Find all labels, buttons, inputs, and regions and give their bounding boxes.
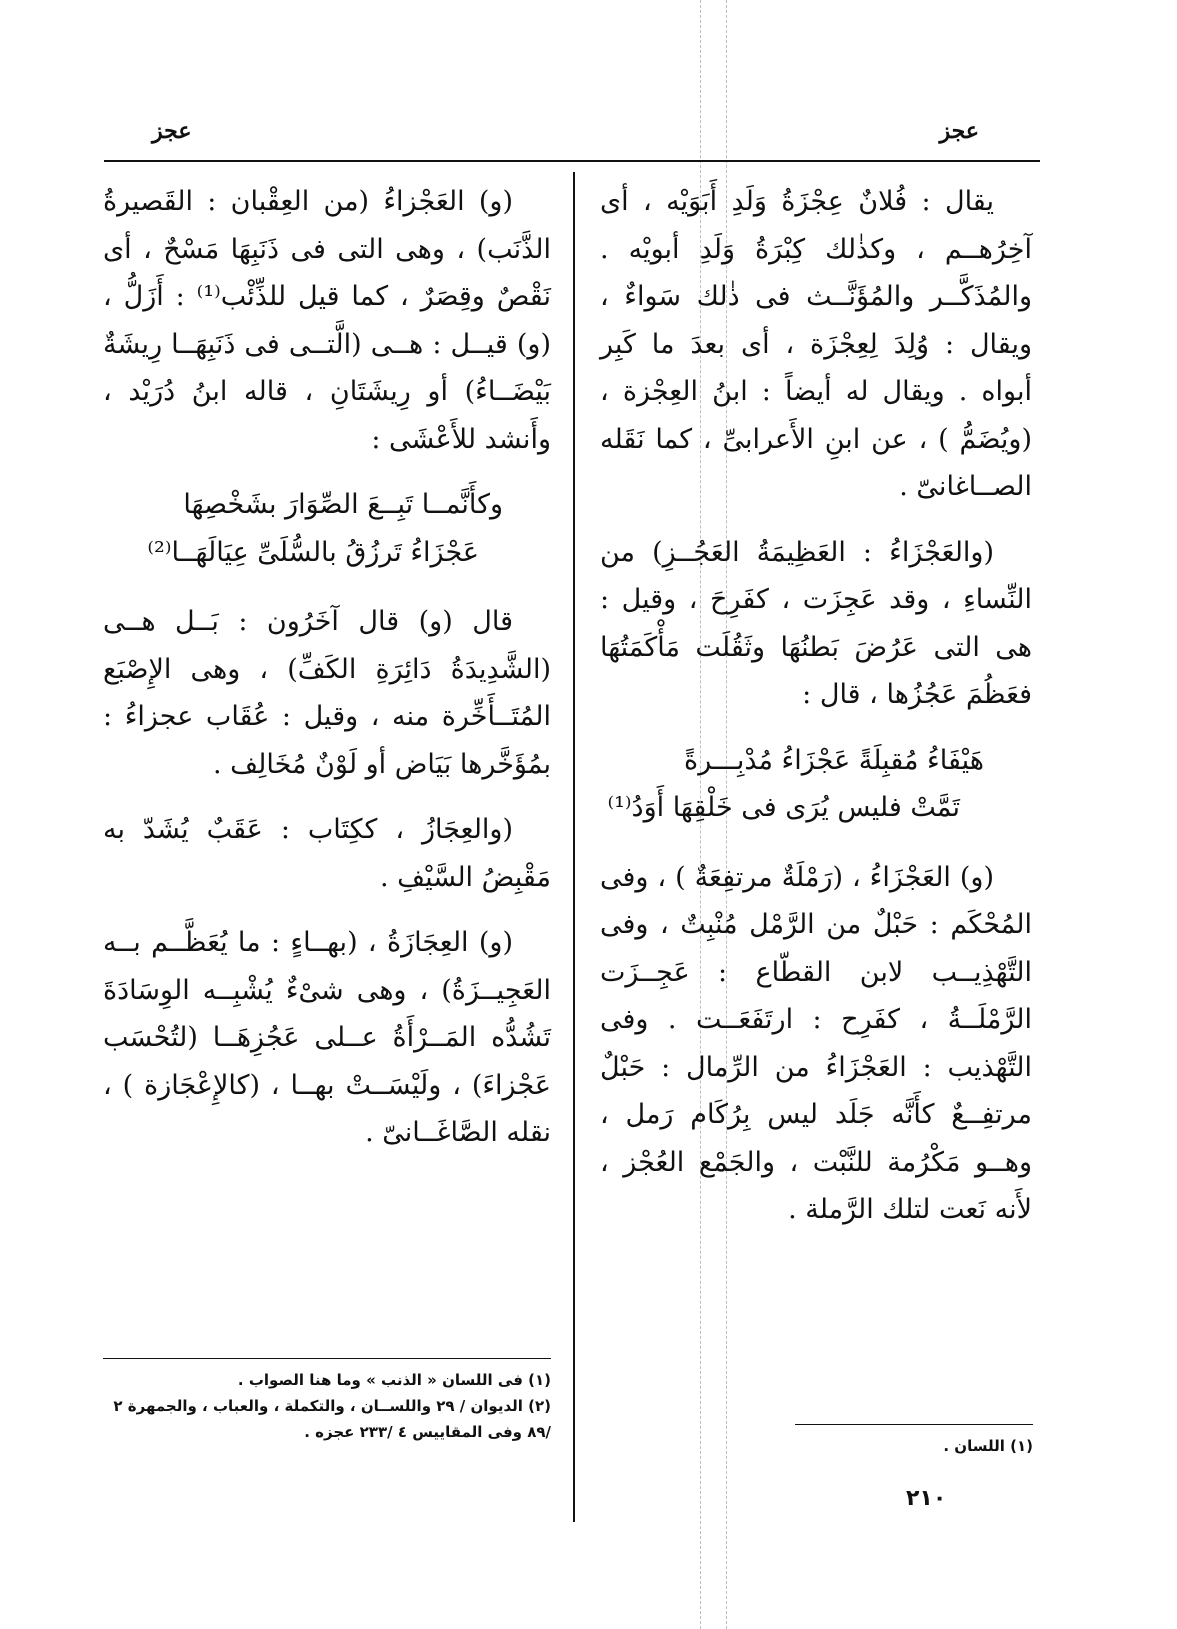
verse-line: تَمَّتْ فليس يُرَى فى خَلْقِهَا أَوَدُ⁽¹⁾ (607, 792, 960, 823)
paragraph: (و) العَجْزَاءُ ، (رَمْلَةٌ مرتفِعَةٌ ) ، وفى المُحْكَم : حَبْلٌ من الرَّمْل مُنْبِتٌ ، وفى التَّهْذِيــب لابن القطّاع : عَجِــزَت الرَّمْلَــةُ ، كفَرِح : ارتَفَعَــت . وفى التَّهْذيب : العَجْزَاءُ من الرِّمال : حَبْلٌ مرتفِــعٌ كأَنَّه جَلَد ليس بِرُكَام رَمل ، وهــو مَكْرُمة للنَّبْت ، والجَمْع العُجْز ، لأَنه نَعت لتلك الرَّملة . (600, 861, 1032, 1225)
poem-verse (600, 737, 1032, 832)
poem-verse (103, 481, 551, 576)
footnote: (١) فى اللسان « الذنب » وما هنا الصواب . (237, 1371, 551, 1389)
paragraph: يقال : فُلانٌ عِجْزَةُ وَلَدِ أَبَوَيْه ، أى آخِرُهــم ، وكذٰلك كِبْرَةُ وَلَدِ أبويْه . والمُذَكَّــر والمُؤَنَّــث فى ذٰلك سَواءٌ ، ويقال : وُلِدَ لِعِجْزَة ، أى بعدَ ما كَبِر أبواه . ويقال له أيضاً : ابنُ العِجْزة ، (ويُضَمُّ ) ، عن ابنِ الأَعرابىِّ ، كما نَقَله الصــاغانىّ . (600, 186, 1032, 502)
right-column (600, 178, 1032, 1252)
footnote: (١) اللسان . (943, 1437, 1033, 1455)
footnote-rule (103, 1358, 551, 1359)
verse-line: عَجْزَاءُ تَرزُقُ بالسُّلَىِّ عِيَالَهَــا⁽²⁾ (147, 536, 479, 568)
column-divider (573, 172, 575, 1522)
footnote-rule (795, 1424, 1033, 1425)
header-rule (104, 160, 1040, 162)
footnotes-right (795, 1424, 1033, 1459)
footnotes-left (103, 1358, 551, 1445)
paragraph: (و) العِجَازَةُ ، (بهــاءٍ : ما يُعَظَّــم بــه العَجِيــزَةُ) ، وهى شىْءٌ يُشْبِــه الوِسَادَةَ تَشُدُّه المَــرْأَةُ عــلى عَجُزِهَــا (لتُحْسَب عَجْزاءَ) ، ولَيْسَــتْ بهــا ، (كالإِعْجَازة ) ، نقله الصَّاغَــانىّ . (103, 927, 551, 1148)
paragraph: (والعَجْزَاءُ : العَظِيمَةُ العَجُــزِ) من النِّساءِ ، وقد عَجِزَت ، كفَرِحَ ، وقيل : هى التى عَرُضَ بَطنُهَا وثَقُلَت مَأْكَمَتُهَا فعَظُمَ عَجُزُها ، قال : (600, 536, 1032, 710)
paragraph: (و) العَجْزاءُ (من العِقْبان : القَصيرةُ الذَّنَب) ، وهى التى فى ذَنَبِهَا مَسْحٌ ، أى نَقْصٌ وقِصَرٌ ، كما قيل للذِّئْب⁽¹⁾ : أَزَلُّ ، (و) قيــل : هــى (الَّتــى فى ذَنَبِهَــا رِيشَةٌ بَيْضَــاءُ) أو رِيشَتَانِ ، قاله ابنُ دُرَيْد ، وأَنشد للأَعْشَى : (103, 186, 551, 455)
running-head-right: عجز (939, 118, 979, 144)
page-number: ٢١٠ (906, 1486, 947, 1511)
paragraph: قال (و) قال آخَرُون : بَــل هــى (الشَّدِيدَةُ دَائِرَةِ الكَفِّ) ، وهى الإِصْبَع المُتَــأَخِّرة منه ، وقيل : عُقَاب عجزاءُ : بمُؤَخَّرها بَيَاض أو لَوْنٌ مُخَالِف . (103, 606, 551, 780)
left-column (103, 178, 551, 1175)
verse-line: وكأَنَّمــا تَبِــعَ الصِّوَارَ بشَخْصِهَا (183, 489, 503, 520)
running-head-left: عجز (152, 118, 192, 144)
verse-line: هَيْفَاءُ مُقبِلَةً عَجْزَاءُ مُدْبِـــرةً (684, 744, 984, 776)
paragraph: (والعِجَازُ ، ككِتَاب : عَقَبٌ يُشَدّ به مَقْبِضُ السَّيْفِ . (103, 814, 551, 893)
footnote: (٢) الديوان / ٢٩ واللســان ، والتكملة ، والعباب ، والجمهرة ٢ /٨٩ وفى المقاييس ٤ /٢٣٣ عجزه . (113, 1397, 551, 1441)
